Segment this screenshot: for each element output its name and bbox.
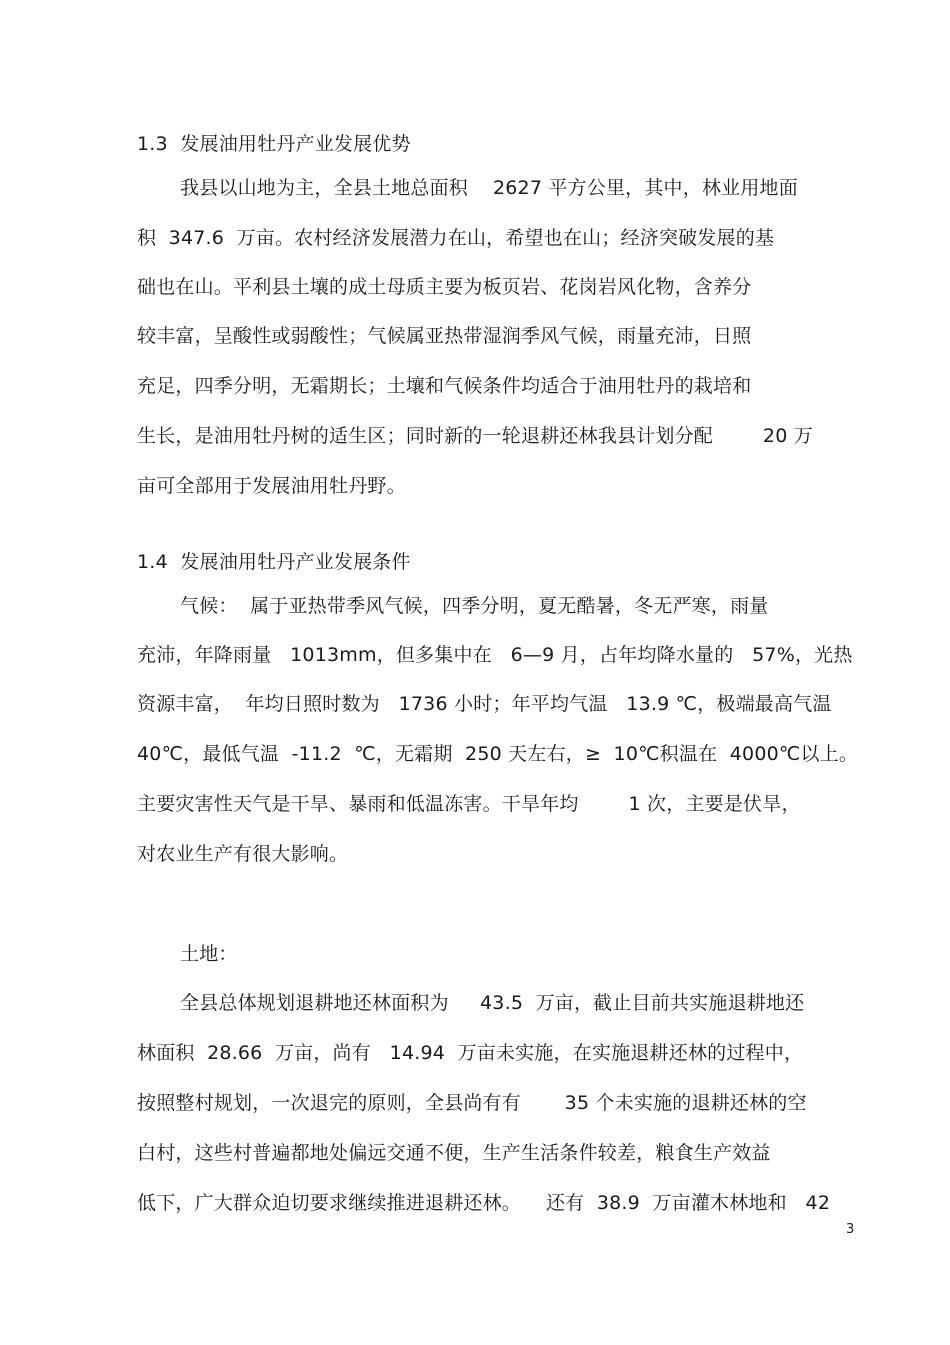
paragraph-line: 亩可全部用于发展油用牡丹野。 [137, 475, 406, 497]
paragraph-line: 主要灾害性天气是干旱、暴雨和低温冻害。干旱年均 1 次，主要是伏旱， [137, 793, 801, 815]
paragraph-line: 础也在山。平利县土壤的成土母质主要为板页岩、花岗岩风化物，含养分 [137, 276, 752, 298]
paragraph-line: 充足，四季分明，无霜期长；土壤和气候条件均适合于油用牡丹的栽培和 [137, 375, 752, 397]
paragraph-line: 较丰富，呈酸性或弱酸性；气候属亚热带湿润季风气候，雨量充沛，日照 [137, 325, 752, 347]
paragraph-line: 白村，这些村普遍都地处偏远交通不便，生产生活条件较差，粮食生产效益 [137, 1142, 771, 1164]
paragraph-line: 全县总体规划退耕地还林面积为 43.5 万亩，截止目前共实施退耕地还 [180, 992, 805, 1014]
paragraph-line: 对农业生产有很大影响。 [137, 843, 349, 865]
paragraph-line: 林面积 28.66 万亩，尚有 14.94 万亩未实施，在实施退耕还林的过程中， [137, 1042, 804, 1064]
paragraph-line: 生长，是油用牡丹树的适生区；同时新的一轮退耕还林我县计划分配 20 万 [137, 425, 813, 447]
paragraph-line: 气候： 属于亚热带季风气候，四季分明，夏无酷暑，冬无严寒，雨量 [180, 595, 769, 617]
page-number: 3 [846, 1222, 855, 1237]
paragraph-line: 低下，广大群众迫切要求继续推进退耕还林。 还有 38.9 万亩灌木林地和 42 [137, 1192, 831, 1214]
land-label: 土地： [180, 943, 238, 965]
paragraph-line: 我县以山地为主，全县土地总面积 2627 平方公里，其中，林业用地面 [180, 177, 798, 199]
paragraph-line: 积 347.6 万亩。农村经济发展潜力在山，希望也在山；经济突破发展的基 [137, 227, 775, 249]
section-heading-1-3: 1.3 发展油用牡丹产业发展优势 [137, 133, 411, 155]
paragraph-line: 40℃，最低气温 -11.2 ℃，无霜期 250 天左右，≥ 10℃积温在 4000℃以上。 [137, 743, 859, 765]
paragraph-line: 资源丰富， 年均日照时数为 1736 小时；年平均气温 13.9 ℃，极端最高气温 [137, 693, 832, 715]
paragraph-line: 按照整村规划，一次退完的原则，全县尚有有 35 个未实施的退耕还林的空 [137, 1092, 807, 1114]
section-heading-1-4: 1.4 发展油用牡丹产业发展条件 [137, 551, 411, 573]
paragraph-line: 充沛，年降雨量 1013mm，但多集中在 6—9 月，占年均降水量的 57%，光热 [137, 644, 853, 666]
